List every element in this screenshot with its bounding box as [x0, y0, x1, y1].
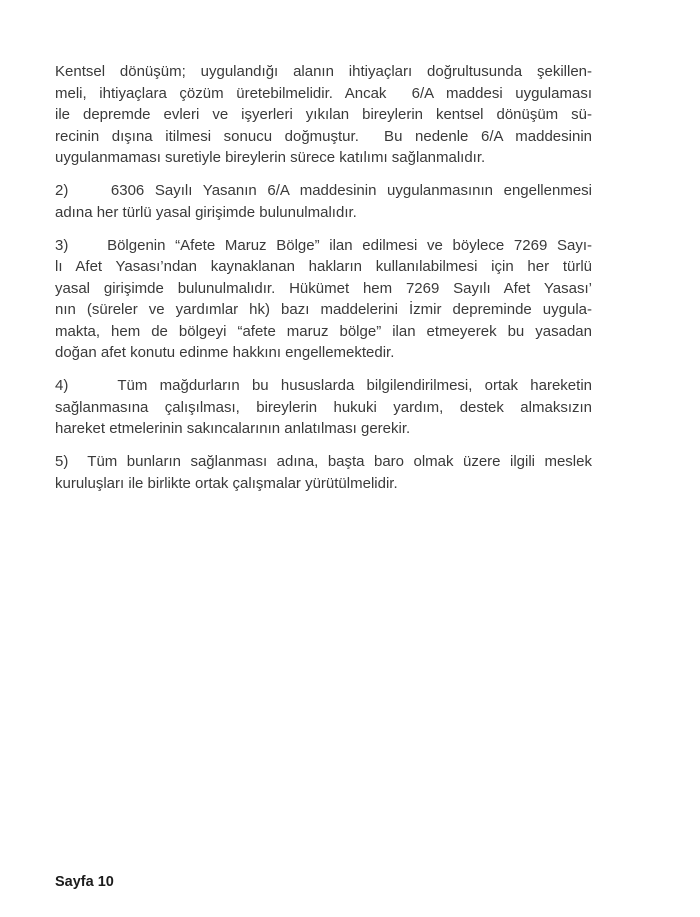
text-line: Kentsel dönüşüm; uygulandığı alanın ihtiyaçları doğrultusunda şekillen- [55, 63, 592, 80]
text-line: lı Afet Yasası’ndan kaynaklanan hakların kullanılabilmesi için her türlü [55, 258, 592, 275]
page-number: Sayfa 10 [55, 874, 114, 890]
paragraph [55, 235, 592, 364]
text-line: makta, hem de bölgeyi “afete maruz bölge” ilan etmeyerek bu yasadan [55, 322, 592, 340]
text-line: 4) Tüm mağdurların bu hususlarda bilgilendirilmesi, ortak hareketin [55, 377, 592, 394]
text-line: kuruluşları ile birlikte ortak çalışmalar yürütülmelidir. [55, 474, 398, 492]
text-line: 2) 6306 Sayılı Yasanın 6/A maddesinin uygulanmasının engellenmesi [55, 182, 592, 199]
text-line: doğan afet konutu edinme hakkını engellemektedir. [55, 344, 395, 361]
paragraph [55, 180, 592, 223]
text-line: nın (süreler ve yardımlar hk) bazı maddelerini İzmir depreminde uygula- [55, 301, 592, 318]
text-line: hareket etmelerinin sakıncalarının anlatılması gerekir. [55, 420, 411, 437]
document-body [55, 61, 592, 506]
text-line: ile depremde evleri ve işyerleri yıkılan bireylerin kentsel dönüşüm sü- [55, 106, 592, 123]
text-line: uygulanmaması suretiyle bireylerin sürece katılımı sağlanmalıdır. [55, 149, 486, 166]
text-line: yasal girişimde bulunulmalıdır. Hükümet hem 7269 Sayılı Afet Yasası’ [55, 279, 592, 297]
text-line: 3) Bölgenin “Afete Maruz Bölge” ilan edilmesi ve böylece 7269 Sayı- [55, 236, 592, 254]
paragraph [55, 61, 592, 169]
paragraph [55, 451, 592, 494]
text-line: adına her türlü yasal girişimde bulunulmalıdır. [55, 203, 357, 221]
text-line: recinin dışına itilmesi sonucu doğmuştur. Bu nedenle 6/A maddesinin [55, 127, 592, 145]
text-line: 5) Tüm bunların sağlanması adına, başta baro olmak üzere ilgili meslek [55, 453, 592, 470]
text-line: sağlanmasına çalışılması, bireylerin hukuki yardım, destek almaksızın [55, 398, 592, 416]
text-line: meli, ihtiyaçlara çözüm üretebilmelidir. Ancak 6/A maddesi uygulaması [55, 84, 592, 102]
paragraph [55, 375, 592, 440]
